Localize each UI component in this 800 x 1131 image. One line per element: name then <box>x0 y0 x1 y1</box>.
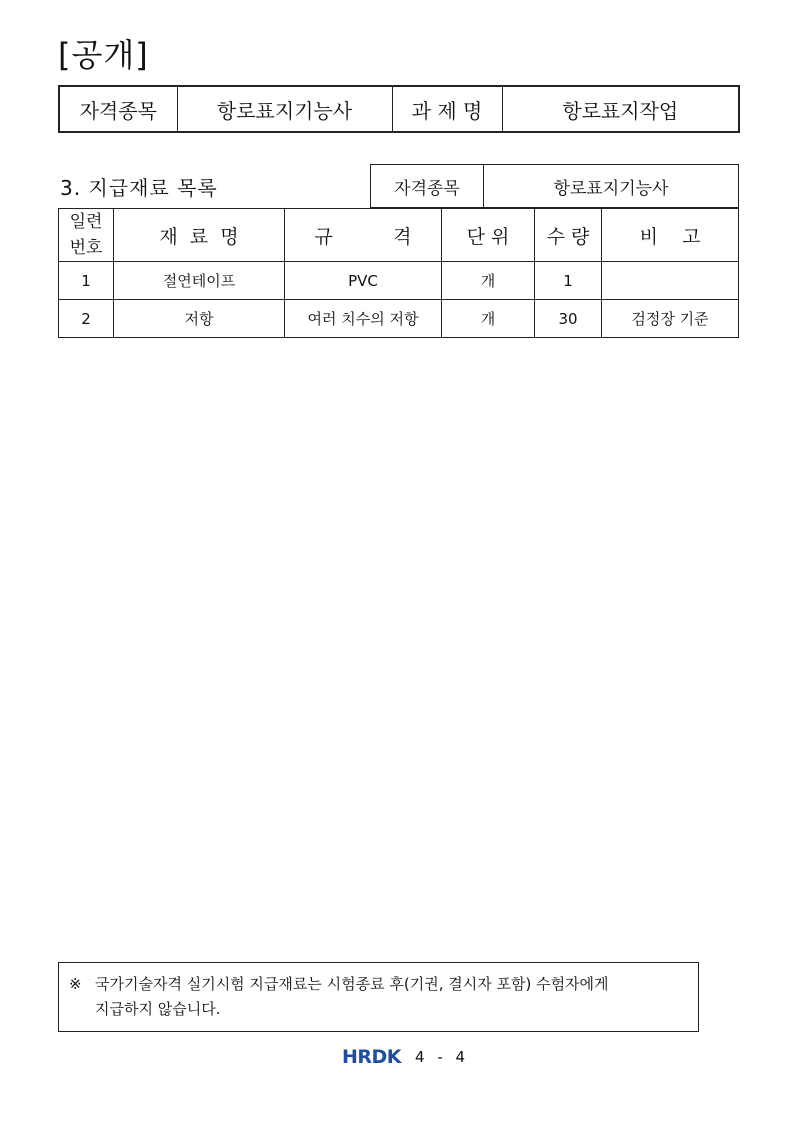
row-name: 절연테이프 <box>114 262 285 300</box>
task-label: 과 제 명 <box>392 86 502 132</box>
exam-info-table <box>58 85 740 133</box>
row-note: 검정장 기준 <box>602 300 739 338</box>
cert-value: 항로표지기능사 <box>177 86 392 132</box>
section-cert-table <box>370 164 739 208</box>
section-title: 3. 지급재료 목록 <box>60 176 218 200</box>
header-serial-line1: 일련 <box>69 212 103 232</box>
row-note <box>602 262 739 300</box>
page-footer <box>342 1046 469 1068</box>
row-spec: PVC <box>285 262 442 300</box>
row-name: 저항 <box>114 300 285 338</box>
notice-box <box>58 962 699 1032</box>
header-qty: 수 량 <box>535 209 602 262</box>
materials-header-row <box>59 209 739 262</box>
table-row <box>59 262 739 300</box>
header-unit: 단 위 <box>442 209 535 262</box>
header-note: 비 고 <box>602 209 739 262</box>
section-cert-value: 항로표지기능사 <box>484 165 739 208</box>
row-no: 1 <box>59 262 114 300</box>
header-serial-line2: 번호 <box>69 238 103 258</box>
header-spec: 규 격 <box>285 209 442 262</box>
notice-line2: 지급하지 않습니다. <box>95 1000 221 1018</box>
row-spec: 여러 치수의 저항 <box>285 300 442 338</box>
materials-table <box>58 208 739 338</box>
row-qty: 1 <box>535 262 602 300</box>
reference-mark-icon: ※ <box>69 975 82 993</box>
hrdk-logo: HRDK <box>342 1046 402 1068</box>
page-number: 4 - 4 <box>415 1048 470 1066</box>
header-serial <box>59 209 114 262</box>
table-row <box>59 300 739 338</box>
task-value: 항로표지작업 <box>502 86 739 132</box>
row-no: 2 <box>59 300 114 338</box>
row-unit: 개 <box>442 262 535 300</box>
cert-label: 자격종목 <box>59 86 177 132</box>
header-name: 재 료 명 <box>114 209 285 262</box>
row-qty: 30 <box>535 300 602 338</box>
section-cert-label: 자격종목 <box>371 165 484 208</box>
public-tag: [공개] <box>58 36 149 74</box>
notice-line1: ※ 국가기술자격 실기시험 지급재료는 시험종료 후(기권, 결시자 포함) 수험자에게 <box>69 972 686 997</box>
row-unit: 개 <box>442 300 535 338</box>
